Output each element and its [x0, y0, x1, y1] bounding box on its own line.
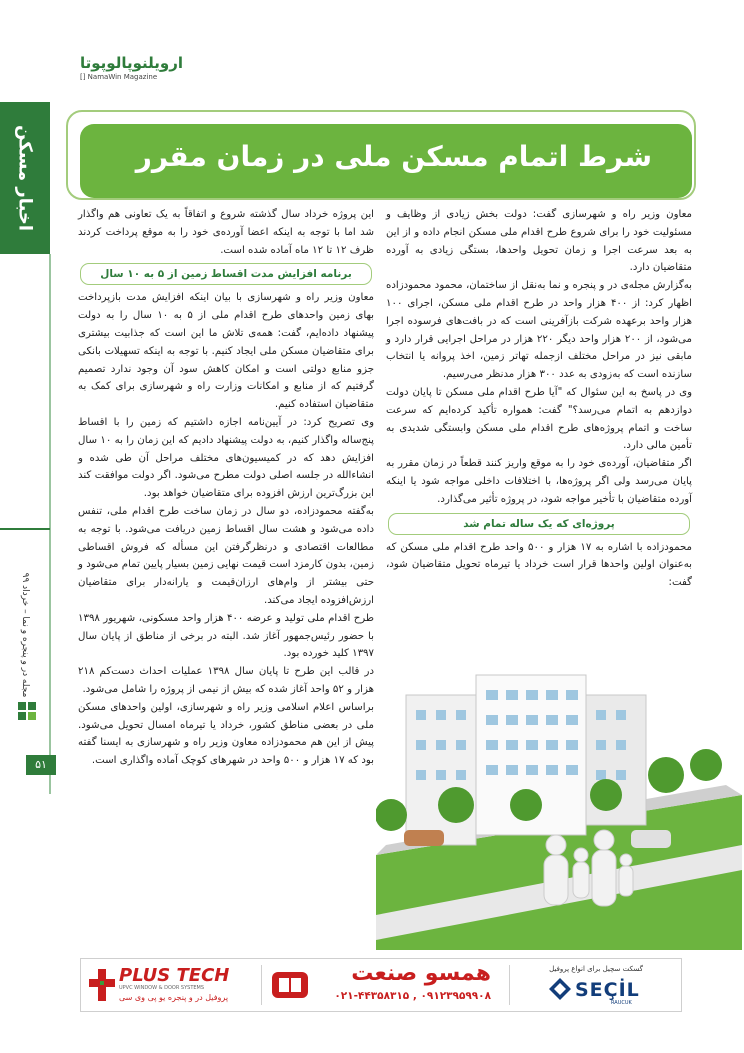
- paragraph: وی تصریح کرد: در آیین‌نامه اجازه داشتیم که زمین را با اقساط پنج‌ساله واگذار کنیم، به دولت پیشنهاد دادیم که این زمان را به ۱۰ سال افزایش دهد که در کمیسیون‌های مختلف مراحل آن طی شده و انشاءالله در جلسه اصلی دولت مطرح می‌شود. اگر دولت موافقت کند این بزرگ‌ترین ارزش افزوده برای متقاضیان خواهد بود.: [78, 416, 374, 500]
- logo-text: ارویلنوپالو‌پوتا: [80, 54, 183, 72]
- paragraph: این پروژه خرداد سال گذشته شروع و اتفاقاً به یک تعاونی هم واگذار شد اما با توجه به اینکه اعضا آورده‌ی خود را به موقع پرداخت کردند ظرف ۱۲ تا ۱۲ ماه آماده شده است.: [78, 209, 374, 256]
- paragraph: در قالب این طرح تا پایان سال ۱۳۹۸ عملیات احداث دست‌کم ۲۱۸ هزار و ۵۲ واحد آغاز شده که بیش از نیمی از پروژه را شامل می‌شود.: [78, 666, 374, 695]
- secil-small: RAUCUK: [611, 1000, 632, 1006]
- article-column-left: [78, 206, 374, 770]
- secil-tagline: گسکت سچیل برای انواع پروفیل: [549, 965, 643, 973]
- paragraph: به‌گزارش مجله‌ی در و پنجره و نما به‌نقل از ساختمان، محمود محمودزاده اظهار کرد: از ۴۰۰ هزار واحد در طرح اقدام ملی مسکن، اجرای ۱۰۰ هزار واحد برعهده شرکت بازآفرینی است که در بافت‌های فرسوده اجرا می‌شود، از ۲۰۰ هزار واحد دیگر ۲۲۰ هزار در مراحل اجرایی قرار دارد و مابقی نیز در مراحل مختلف ازجمله تهاتر زمین، اخذ پروانه یا انتخاب سازنده است که به‌زودی به عدد ۳۰۰ هزار مدنظر می‌رسیم.: [386, 280, 692, 381]
- magazine-mark-icon: [16, 700, 38, 722]
- paragraph: معاون وزیر راه و شهرسازی گفت: دولت بخش زیادی از وظایف و مسئولیت خود را برای شروع طرح اقدام ملی مسکن انجام داده و از این به بعد سرعت اجرا و زمان تحویل واحدها، بستگی زیادی به آورده متقاضیان دارد.: [386, 209, 692, 274]
- secil-brand: SEÇİL: [575, 979, 640, 1001]
- section-tab: [0, 102, 50, 254]
- paragraph: محمودزاده با اشاره به ۱۷ هزار و ۵۰۰ واحد طرح اقدام ملی مسکن که به‌عنوان اولین واحدها قرار است خرداد یا تیرماه تحویل متقاضیان شود، گفت:: [386, 541, 693, 589]
- side-rule-top: [0, 528, 50, 530]
- title-banner: [80, 124, 692, 198]
- logo-subtitle: [] NamaWin Magazine: [80, 73, 158, 81]
- ad-divider: [509, 965, 510, 1005]
- article-title: شرط اتمام مسکن ملی در زمان مقرر: [135, 140, 652, 173]
- section-subheading: برنامه افزایش مدت اقساط زمین از ۵ به ۱۰ سال: [80, 263, 372, 285]
- housing-illustration: [376, 655, 742, 950]
- magazine-logo: [80, 54, 190, 88]
- hamsu-window-icon: [271, 971, 309, 999]
- section-tab-label: اخبار مسکن: [14, 124, 36, 232]
- ad-hamsu-sanat[interactable]: [265, 959, 505, 1011]
- plus-tech-logo-icon: [89, 969, 115, 1001]
- plus-tech-tagline: پروفیل در و پنجره یو پی وی سی: [119, 993, 229, 1002]
- section-subheading: پروژه‌ای که یک ساله تمام شد: [388, 513, 690, 535]
- hamsu-phone: ۰۲۱-۴۴۳۵۸۳۱۵ , ۰۹۱۲۳۹۵۹۹۰۸: [334, 990, 491, 1002]
- article-column-right: [386, 206, 692, 592]
- page-number: ۵۱: [26, 755, 56, 775]
- issue-text: مجله در و پنجره و نما – خرداد ۹۹: [20, 572, 30, 698]
- ad-plus-tech[interactable]: [81, 959, 259, 1011]
- hamsu-brand: همسو صنعت: [351, 961, 491, 986]
- secil-diamond-icon: [549, 978, 571, 1000]
- plus-tech-brand: PLUS TECH: [119, 965, 230, 986]
- paragraph: براساس اعلام اسلامی وزیر راه و شهرسازی، اولین واحدهای مسکن ملی در بعضی مناطق کشور، خرداد یا تیرماه امسال تحویل می‌شود. پیش از این هم محمودزاده معاون وزیر راه و شهرسازی به ایسنا گفته بود که ۱۷ هزار و ۵۰۰ واحد در شهرهای کوچک آماده واگذاری است.: [78, 701, 374, 767]
- side-rule: [49, 254, 51, 794]
- plus-tech-sub: UPVC WINDOW & DOOR SYSTEMS: [119, 985, 205, 991]
- advertisement-strip: [80, 958, 682, 1012]
- paragraph: به‌گفته محمودزاده، دو سال در زمان ساخت طرح اقدام ملی، تنفس داده می‌شود و هشت سال اقساط زمین دریافت می‌شود. با توجه به مطالعات اقتصادی و درنظرگرفتن این مسأله که فروش اقساطی زمین، بدون کارمزد است قیمت نهایی زمین بسیار پایین تمام می‌شود و حتی بیشتر از وام‌های ارزان‌قیمت و یارانه‌دار برای متقاضیان ارزش‌افزوده ایجاد می‌کند.: [78, 505, 374, 606]
- paragraph: معاون وزیر راه و شهرسازی با بیان اینکه افزایش مدت بازپرداخت بهای زمین واحدهای طرح اقدام ملی از ۵ به ۱۰ سال را به دولت پیشنهاد داده‌ایم، گفت: همه‌ی تلاش ما این است که جذابیت بیشتری برای متقاضیان مسکن ملی ایجاد کنیم. با توجه به اینکه تسهیلات بانکی جزو منابع دولتی است و امکان کاهش سود آن وجود ندارد تصمیم گرفتیم که از منابع و امکانات وزارت راه و شهرسازی برای کمک به متقاضیان استفاده کنیم.: [78, 292, 374, 411]
- ad-secil[interactable]: [513, 959, 679, 1011]
- ad-divider: [261, 965, 262, 1005]
- paragraph: طرح اقدام ملی تولید و عرضه ۴۰۰ هزار واحد مسکونی، شهریور ۱۳۹۸ با حضور رئیس‌جمهور آغاز شد. البته در برخی از مناطق از پایان سال ۱۳۹۷ کلید خورده بود.: [78, 612, 375, 660]
- paragraph: وی در پاسخ به این سئوال که "آیا طرح اقدام ملی مسکن تا پایان دولت دوازدهم به اتمام می‌رسد؟" گفت: همواره تأکید کرده‌ایم که سرعت ساخت و اتمام پروژه‌های طرح اقدام ملی مسکن وابستگی شدیدی به تأمین مالی دارد.: [386, 386, 692, 452]
- paragraph: اگر متقاضیان، آورده‌ی خود را به موقع واریز کنند قطعاً در زمان مقرر به پایان می‌رسد ولی اگر پروژه‌ها، با اختلافات داخلی مواجه شود یا اینکه آورده متقاضیان با تأخیر مواجه شود، در پروژه تأثیر می‌گذارد.: [386, 458, 692, 505]
